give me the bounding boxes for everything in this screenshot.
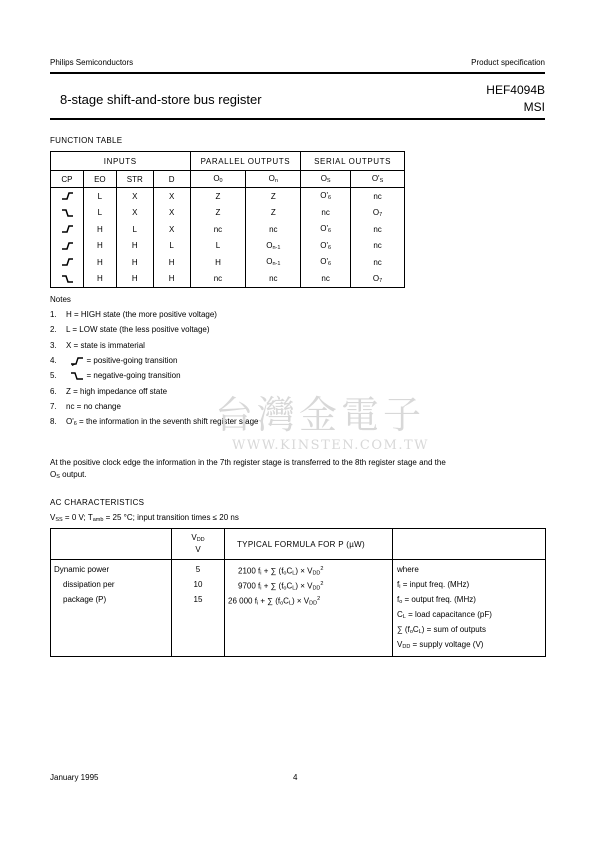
- table-row: [51, 238, 405, 255]
- watermark-chinese: 台灣金電子: [215, 393, 426, 437]
- rising-edge-icon: [51, 188, 84, 205]
- cell-eo: L: [83, 205, 116, 222]
- page-number: 4: [293, 773, 298, 782]
- cell-d: H: [153, 271, 190, 288]
- table-row: [51, 221, 405, 238]
- cell-eo: H: [83, 238, 116, 255]
- falling-edge-icon: [51, 205, 84, 222]
- ac-conditions: $V_{SS} = 0$ V; $T_{amb} = 25$ °C; input transition times ≤ 20 ns: [50, 513, 239, 523]
- falling-edge-icon: [68, 371, 84, 381]
- col-cp: CP: [51, 171, 84, 188]
- cell-str: L: [116, 221, 153, 238]
- cell-osp: nc: [351, 188, 405, 205]
- cell-osp: nc: [351, 221, 405, 238]
- note-6: 6. Z = high impedance off state: [50, 387, 168, 396]
- page-title: 8-stage shift-and-store bus register: [60, 92, 262, 107]
- group-inputs: INPUTS: [51, 152, 191, 171]
- falling-edge-icon: [51, 271, 84, 288]
- cell-os: $O'_6$: [301, 254, 351, 271]
- vdd-column: 5 10 15: [172, 560, 225, 657]
- group-parallel-outputs: PARALLEL OUTPUTS: [190, 152, 301, 171]
- cell-os: $O'_6$: [301, 221, 351, 238]
- cell-os: $O'_6$: [301, 188, 351, 205]
- rising-edge-icon: [68, 356, 84, 366]
- col-eo: EO: [83, 171, 116, 188]
- cell-osp: $O_7$: [351, 271, 405, 288]
- table-row: [51, 271, 405, 288]
- cell-on: $O_{n-1}$: [246, 238, 301, 255]
- col-on: $O_n$: [246, 171, 301, 188]
- cell-str: X: [116, 205, 153, 222]
- footer-date: January 1995: [50, 773, 99, 782]
- vdd-header: $V_{DD}$ V: [172, 529, 225, 560]
- cell-o0: Z: [190, 205, 246, 222]
- cell-on: nc: [246, 271, 301, 288]
- note-1: 1. H = HIGH state (the more positive voltage): [50, 310, 217, 319]
- cell-os: nc: [301, 271, 351, 288]
- note-7: 7. nc = no change: [50, 402, 121, 411]
- cell-o0: H: [190, 254, 246, 271]
- title-rule: [50, 118, 545, 120]
- cell-eo: H: [83, 254, 116, 271]
- function-table-title: FUNCTION TABLE: [50, 136, 123, 145]
- table-row: [51, 205, 405, 222]
- table-row: [51, 254, 405, 271]
- cell-on: nc: [246, 221, 301, 238]
- cell-eo: L: [83, 188, 116, 205]
- cell-osp: $O_7$: [351, 205, 405, 222]
- note-3: 3. X = state is immaterial: [50, 341, 145, 350]
- cell-o0: nc: [190, 271, 246, 288]
- col-str: STR: [116, 171, 153, 188]
- col-osp: $O'_S$: [351, 171, 405, 188]
- cell-eo: H: [83, 271, 116, 288]
- col-o0: $O_0$: [190, 171, 246, 188]
- cell-on: Z: [246, 205, 301, 222]
- cell-d: X: [153, 205, 190, 222]
- cell-o0: L: [190, 238, 246, 255]
- note-4: 4. = positive-going transition: [50, 356, 178, 366]
- cell-d: X: [153, 188, 190, 205]
- cell-os: $O'_6$: [301, 238, 351, 255]
- rising-edge-icon: [51, 254, 84, 271]
- cell-str: H: [116, 254, 153, 271]
- company-name: Philips Semiconductors: [50, 58, 134, 67]
- ac-table: [50, 528, 546, 657]
- clock-paragraph: At the positive clock edge the information in the 7th register stage is transferred to the 8th register stage and the $O_S$ output.: [50, 458, 446, 480]
- function-table: [50, 151, 405, 288]
- notes-title: Notes: [50, 295, 71, 304]
- note-2: 2. L = LOW state (the less positive voltage): [50, 325, 210, 334]
- watermark-latin: WWW.KINSTEN.COM.TW: [232, 438, 429, 453]
- document-type: Product specification: [471, 58, 545, 67]
- group-serial-outputs: SERIAL OUTPUTS: [301, 152, 405, 171]
- cell-str: H: [116, 271, 153, 288]
- cell-str: H: [116, 238, 153, 255]
- formula-column: 2100 $f_i$ + ∑ $(f_oC_L) \times V_{DD}^2$ 9700 $f_i$ + ∑ $(f_oC_L) \times V_{DD}^2$ 26 000 $f_i$ + ∑ $(f_oC_L) \times V_{DD}^2$: [225, 560, 393, 657]
- family-label: MSI: [523, 100, 545, 114]
- ac-title: AC CHARACTERISTICS: [50, 498, 145, 507]
- cell-d: H: [153, 254, 190, 271]
- note-5: 5. = negative-going transition: [50, 371, 181, 381]
- rising-edge-icon: [51, 238, 84, 255]
- cell-on: Z: [246, 188, 301, 205]
- rising-edge-icon: [51, 221, 84, 238]
- cell-os: nc: [301, 205, 351, 222]
- note-8: 8. $O'_6$ = the information in the seventh shift register stage: [50, 417, 259, 427]
- header-rule: [50, 72, 545, 74]
- cell-d: X: [153, 221, 190, 238]
- cell-eo: H: [83, 221, 116, 238]
- cell-o0: Z: [190, 188, 246, 205]
- col-os: $O_S$: [301, 171, 351, 188]
- formula-header: TYPICAL FORMULA FOR P (µW): [225, 529, 393, 560]
- cell-osp: nc: [351, 254, 405, 271]
- param-column: Dynamic power dissipation per package (P): [51, 560, 172, 657]
- table-row: [51, 188, 405, 205]
- cell-osp: nc: [351, 238, 405, 255]
- type-number: HEF4094B: [486, 83, 545, 97]
- where-column: where $f_i$ = input freq. (MHz) $f_o$ = output freq. (MHz) $C_L$ = load capacitance (pF) ∑ $(f_oC_L)$ = sum of outputs $V_{DD}$ = supply voltage (V): [397, 565, 492, 650]
- cell-on: $O_{n-1}$: [246, 254, 301, 271]
- col-d: D: [153, 171, 190, 188]
- cell-d: L: [153, 238, 190, 255]
- cell-str: X: [116, 188, 153, 205]
- cell-o0: nc: [190, 221, 246, 238]
